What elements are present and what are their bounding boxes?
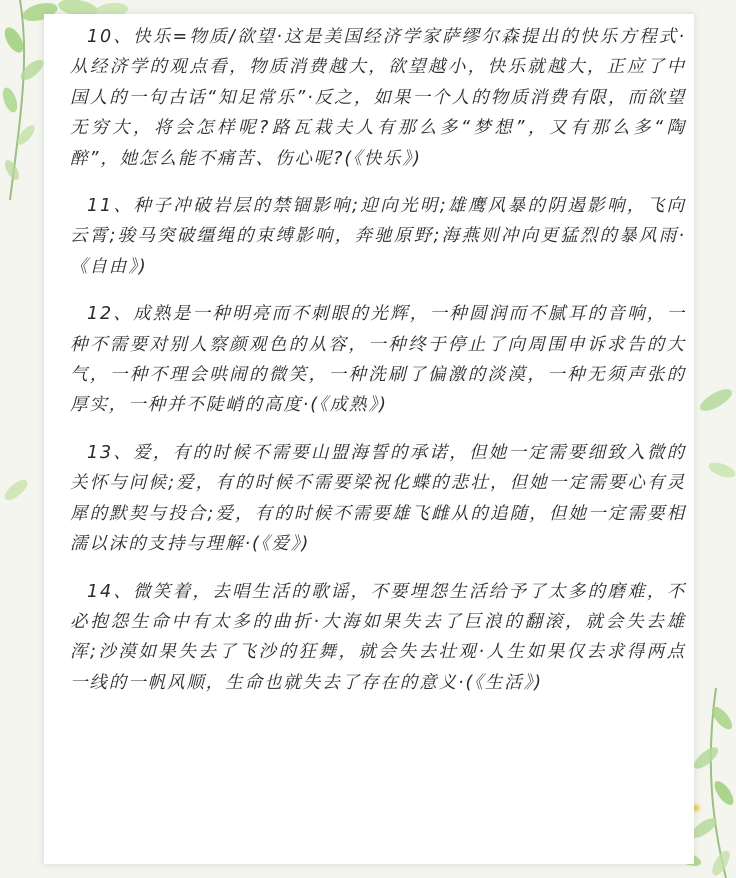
paragraph-11	[70, 191, 686, 282]
paragraph-12	[70, 299, 686, 421]
document-body	[70, 22, 686, 715]
paragraph-11-text: 11、种子冲破岩层的禁锢影响;迎向光明;雄鹰风暴的阴遏影响，飞向云霄;骏马突破缰绳的束缚影响，奔驰原野;海燕则冲向更猛烈的暴风雨·《自由》)	[70, 196, 686, 277]
paragraph-13	[70, 438, 686, 560]
paragraph-10-text: 10、快乐=物质/欲望·这是美国经济学家萨缪尔森提出的快乐方程式·从经济学的观点看，物质消费越大，欲望越小，快乐就越大，正应了中国人的一句古话“知足常乐”·反之，如果一个人的物质消费有限，而欲望无穷大，将会怎样呢?路瓦栽夫人有那么多“梦想”，又有那么多“陶醉”，她怎么能不痛苦、伤心呢?(《快乐》)	[70, 27, 686, 169]
paragraph-10	[70, 22, 686, 174]
leaf-decoration-left	[0, 440, 40, 560]
paragraph-13-text: 13、爱，有的时候不需要山盟海誓的承诺，但她一定需要细致入微的关怀与问候;爱，有的时候不需要梁祝化蝶的悲壮，但她一定需要心有灵犀的默契与投合;爱，有的时候不需要雄飞雌从的追随，但她一定需要相濡以沫的支持与理解·(《爱》)	[70, 442, 686, 555]
paragraph-12-text: 12、成熟是一种明亮而不刺眼的光辉，一种圆润而不腻耳的音响，一种不需要对别人察颜观色的从容，一种终于停止了向周围申诉求告的大气，一种不理会哄闹的微笑，一种洗刷了偏激的淡漠，一种无须声张的厚实，一种并不陡峭的高度·(《成熟》)	[70, 304, 686, 416]
paragraph-14	[70, 577, 686, 699]
paragraph-14-text: 14、微笑着，去唱生活的歌谣，不要埋怨生活给予了太多的磨难，不必抱怨生命中有太多的曲折·大海如果失去了巨浪的翻滚，就会失去雄浑;沙漠如果失去了飞沙的狂舞，就会失去壮观·人生如果仅去求得两点一线的一帆风顺，生命也就失去了存在的意义·(《生活》)	[70, 581, 686, 693]
